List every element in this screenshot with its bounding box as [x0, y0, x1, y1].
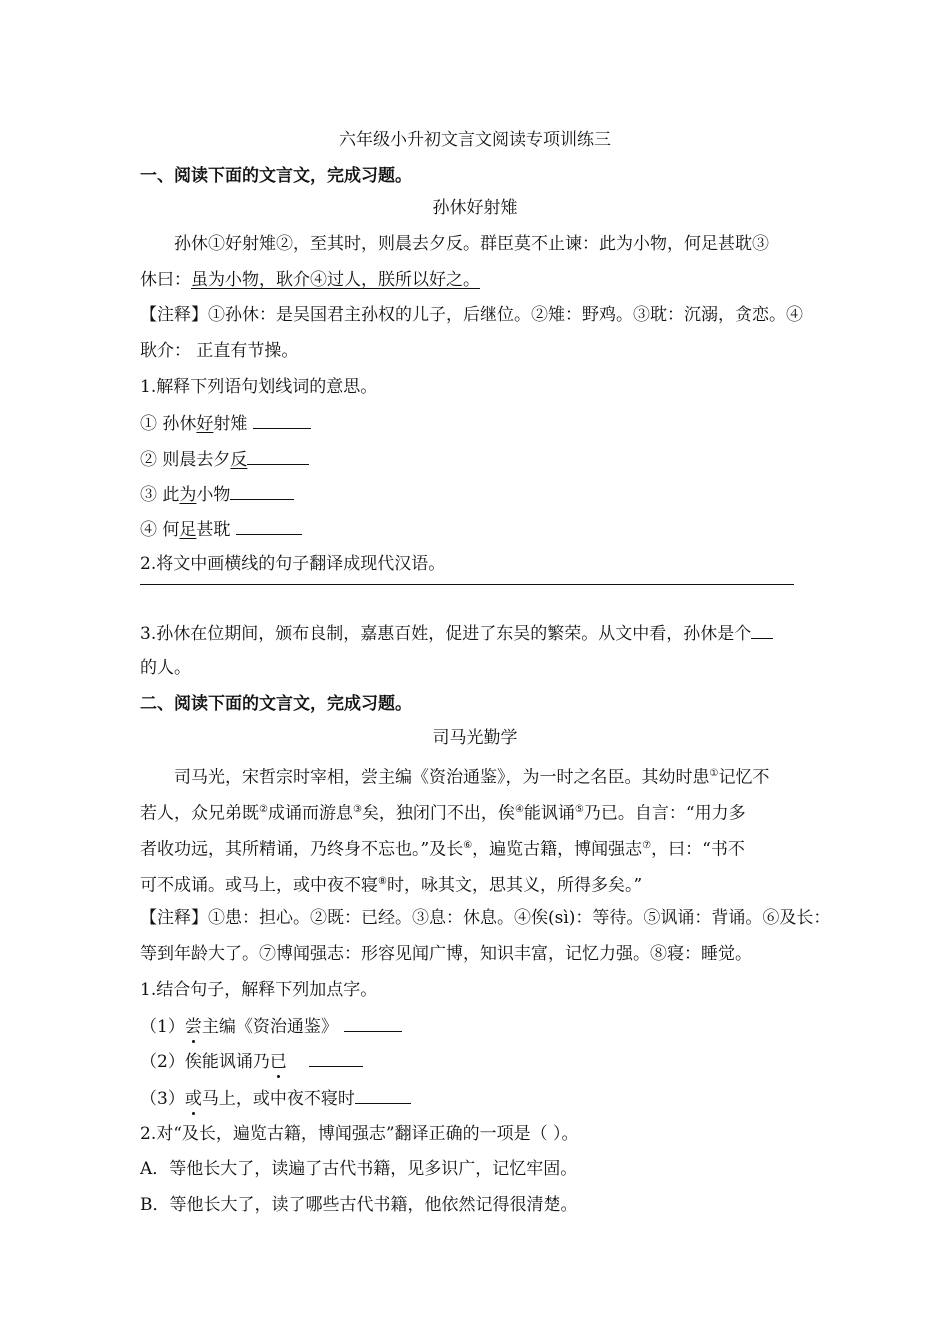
footnote-marker: ⑤	[574, 804, 584, 815]
document-title: 六年级小升初文言文阅读专项训练三	[339, 130, 611, 150]
section1-heading: 一、阅读下面的文言文，完成习题。	[140, 166, 412, 186]
answer-blank[interactable]	[236, 516, 302, 535]
dotted-character: 尝	[184, 1017, 202, 1037]
item-text: （2）俟能讽诵乃	[140, 1052, 270, 1072]
section1-passage-line1: 孙休①好射雉②，至其时，则晨去夕反。群臣莫不止谏：此为小物，何足甚耽③	[174, 234, 769, 254]
item-text: 射雉	[213, 414, 248, 434]
answer-blank[interactable]	[751, 620, 773, 639]
passage-text: ，遍览古籍，博闻强志	[472, 839, 643, 860]
option-b: B．等他长大了，读了哪些古代书籍，他依然记得很清楚。	[140, 1195, 578, 1215]
item-text: （3）	[140, 1089, 185, 1109]
answer-blank[interactable]	[230, 481, 294, 500]
option-a: A．等他长大了，读遍了古代书籍，见多识广，记忆牢固。	[140, 1159, 578, 1179]
footnote-marker: ③	[352, 804, 362, 815]
underlined-sentence: 虽为小物，耿介④过人，朕所以好之。	[191, 270, 480, 290]
item-text: ② 则晨去夕	[140, 450, 231, 470]
answer-blank[interactable]	[309, 1048, 363, 1067]
answer-blank[interactable]	[247, 446, 309, 465]
underlined-word: 好	[196, 414, 214, 434]
s2-q1-item	[140, 1048, 363, 1074]
footnote-marker: ②	[259, 804, 268, 815]
passage-text: 乃已。自言：“用力多	[583, 803, 746, 824]
item-text: 主编《资治通鉴》	[201, 1017, 338, 1037]
footnote-marker: ⑦	[642, 840, 652, 851]
passage-text: 若人，众兄弟既	[140, 803, 259, 824]
s2-q1-item	[140, 1085, 411, 1111]
section2-passage-line2	[140, 798, 746, 826]
passage-line2-text: 休曰：	[140, 270, 191, 290]
item-text: ① 孙休	[140, 414, 197, 434]
dotted-character: 已	[269, 1052, 287, 1072]
passage-text: 时，咏其文，思其义，所得多矣。”	[386, 875, 643, 896]
item-text: ③ 此	[140, 485, 180, 505]
answer-blank[interactable]	[355, 1085, 411, 1104]
passage-text: ，曰：“书不	[651, 839, 745, 860]
passage-text: 者收功远，其所精诵，乃终身不忘也。”及长	[140, 839, 464, 860]
section2-question2: 2.对“及长，遍览古籍，博闻强志”翻译正确的一项是（ ）。	[140, 1124, 579, 1144]
passage-text: 司马光，宋哲宗时宰相，尝主编《资治通鉴》，为一时之名臣。其幼时患	[174, 767, 710, 788]
section2-passage-line1	[174, 762, 769, 790]
section1-note-line1: 【注释】①孙休：是吴国君主孙权的儿子，后继位。②雉：野鸡。③耽：沉溺，贪恋。④	[140, 305, 803, 325]
section1-note-line2: 耿介： 正直有节操。	[140, 341, 299, 361]
footnote-marker: ⑧	[378, 876, 387, 887]
section1-question2: 2.将文中画横线的句子翻译成现代汉语。	[140, 554, 446, 574]
answer-blank[interactable]	[344, 1013, 402, 1032]
question3-text: 3.孙休在位期间，颁布良制，嘉惠百姓，促进了东吴的繁荣。从文中看，孙休是个	[140, 624, 752, 644]
footnote-marker: ④	[514, 804, 524, 815]
item-text: （1）	[140, 1017, 185, 1037]
underlined-word: 反	[230, 450, 248, 470]
section2-question1: 1.结合句子，解释下列加点字。	[140, 980, 378, 1000]
footnote-marker: ⑥	[463, 840, 473, 851]
item-text: ④ 何	[140, 520, 180, 540]
section2-passage-line3	[140, 834, 745, 862]
s1-q1-item	[140, 516, 302, 542]
footnote-marker: ①	[709, 768, 719, 779]
passage-text: 能讽诵	[523, 803, 575, 824]
section1-question3-line1	[140, 620, 773, 646]
section2-passage-title: 司马光勤学	[432, 728, 518, 748]
section2-note-line2: 等到年龄大了。⑦博闻强志：形容见闻广博，知识丰富，记忆力强。⑧寝：睡觉。	[140, 944, 752, 964]
s1-q1-item	[140, 446, 309, 472]
passage-text: 记忆不	[718, 767, 770, 788]
section2-passage-line4	[140, 870, 642, 898]
passage-text: 可不成诵。或马上，或中夜不寝	[140, 875, 378, 896]
section1-question1: 1.解释下列语句划线词的意思。	[140, 377, 378, 397]
item-text: 马上，或中夜不寝时	[201, 1089, 355, 1109]
passage-text: 成诵而游息	[267, 803, 353, 824]
section1-passage-line2	[140, 268, 480, 292]
underlined-word: 足	[179, 520, 197, 540]
section1-question3-line2: 的人。	[140, 658, 191, 678]
s1-q1-item	[140, 410, 311, 436]
answer-blank[interactable]	[253, 410, 311, 429]
dotted-character: 或	[184, 1089, 202, 1109]
item-text: 甚耽	[196, 520, 231, 540]
s1-q1-item	[140, 481, 294, 507]
translation-answer-line[interactable]	[140, 584, 794, 585]
section2-note-line1: 【注释】①患：担心。②既：已经。③息：休息。④俟(sì)：等待。⑤讽诵：背诵。⑥及长：	[140, 908, 831, 928]
section1-passage-title: 孙休好射雉	[432, 198, 518, 218]
underlined-word: 为	[179, 485, 197, 505]
item-text: 小物	[196, 485, 231, 505]
passage-text: 矣，独闭门不出，俟	[361, 803, 515, 824]
s2-q1-item	[140, 1013, 402, 1039]
section2-heading: 二、阅读下面的文言文，完成习题。	[140, 694, 412, 714]
